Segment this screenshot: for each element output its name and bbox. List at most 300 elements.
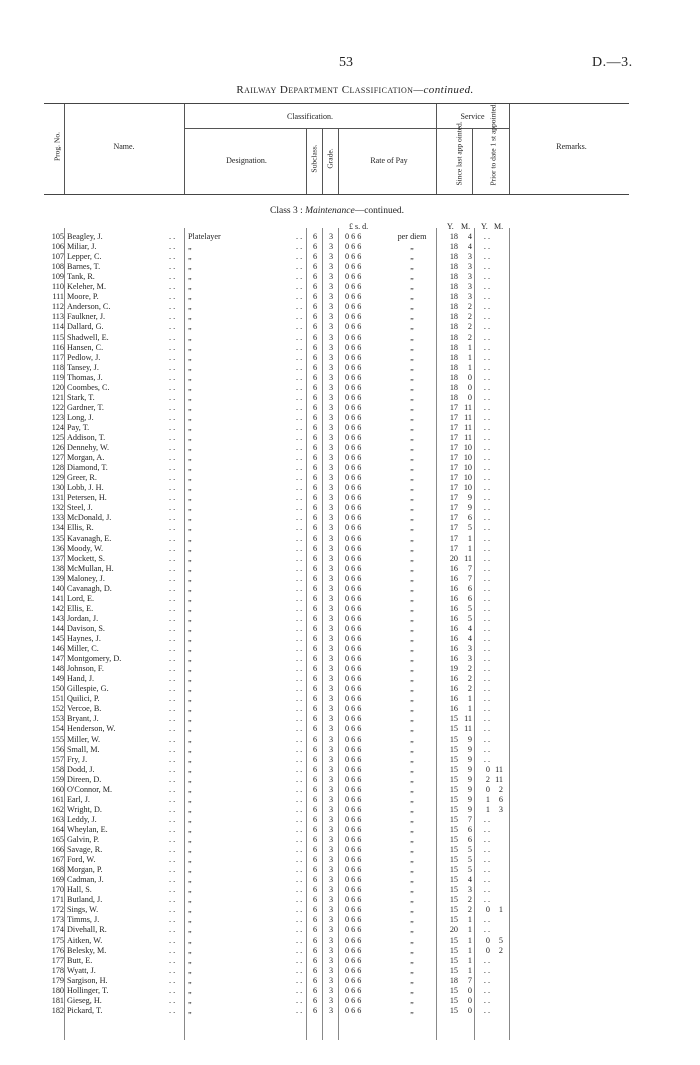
table-row (0, 654, 700, 663)
prior-years-cell: . . (483, 664, 490, 674)
table-row (0, 745, 700, 754)
prior-years-cell: 2 (485, 774, 490, 784)
leader-dots: . . (169, 915, 176, 925)
leader-dots: . . (296, 563, 303, 573)
leader-dots: . . (296, 593, 303, 603)
grade-cell: 3 (328, 433, 334, 442)
name-cell: Miller, C. (67, 644, 99, 654)
service-years-cell: 17 (449, 493, 458, 503)
table-row (0, 312, 700, 321)
grade-cell: 3 (328, 975, 334, 985)
table-row (0, 946, 700, 955)
prog-no-cell: 164 (51, 824, 64, 834)
service-months-cell: 11 (464, 724, 472, 734)
service-years-cell: 16 (449, 704, 458, 714)
rate-of-pay-cell: 0 6 6 (345, 714, 362, 724)
leader-dots: . . (169, 513, 176, 523)
leader-dots: . . (169, 422, 176, 432)
pay-unit-cell: „ (410, 634, 414, 643)
prior-years-cell: . . (483, 955, 490, 965)
leader-dots: . . (169, 734, 176, 744)
rate-of-pay-cell: 0 6 6 (345, 724, 362, 734)
designation-cell: Platelayer (188, 232, 221, 241)
leader-dots: . . (296, 402, 303, 412)
header-remarks: Remarks. (556, 142, 587, 151)
prog-no-cell: 133 (51, 513, 64, 523)
name-cell: Pay, T. (67, 422, 90, 432)
leader-dots: . . (169, 965, 176, 975)
service-years-cell: 15 (449, 1005, 458, 1015)
subclass-cell: 6 (312, 292, 318, 302)
leader-dots: . . (296, 513, 303, 523)
rate-of-pay-cell: 0 6 6 (345, 463, 362, 473)
header-classification: Classification. (287, 112, 333, 121)
prior-years-cell: . . (483, 513, 490, 523)
rate-of-pay-cell: 0 6 6 (345, 664, 362, 674)
subclass-cell: 6 (312, 664, 318, 674)
grade-cell: 3 (328, 845, 334, 855)
service-months-cell: 2 (467, 895, 472, 905)
leader-dots: . . (296, 463, 303, 473)
subclass-cell: 6 (312, 824, 318, 834)
prior-months-cell: 5 (498, 935, 503, 945)
service-months-cell: 11 (464, 412, 472, 422)
designation-cell: „ (188, 814, 192, 824)
name-cell: Pickard, T. (67, 1005, 103, 1015)
service-months-cell: 4 (467, 232, 472, 241)
name-cell: McMullan, H. (67, 563, 114, 573)
pay-unit-cell: „ (410, 453, 414, 463)
service-months-cell: 1 (467, 352, 472, 362)
designation-cell: „ (188, 402, 192, 412)
service-months-cell: 7 (467, 814, 472, 824)
leader-dots: . . (296, 694, 303, 704)
prog-no-cell: 148 (51, 664, 64, 674)
grade-cell: 3 (328, 865, 334, 875)
prog-no-cell: 140 (51, 583, 64, 593)
table-row (0, 815, 700, 824)
pay-unit-cell: „ (410, 302, 414, 312)
prior-years-cell: . . (483, 543, 490, 553)
service-months-cell: 3 (467, 272, 472, 282)
leader-dots: . . (169, 392, 176, 402)
grade-cell: 3 (328, 664, 334, 674)
prog-no-cell: 142 (51, 603, 64, 613)
name-cell: Addison, T. (67, 433, 106, 442)
prior-years-cell: . . (483, 242, 490, 252)
prog-no-cell: 114 (52, 322, 64, 332)
prior-years-cell: . . (483, 563, 490, 573)
table-row (0, 443, 700, 452)
rate-of-pay-cell: 0 6 6 (345, 292, 362, 302)
header-divider (509, 104, 510, 194)
leader-dots: . . (169, 332, 176, 342)
leader-dots: . . (296, 583, 303, 593)
rate-of-pay-cell: 0 6 6 (345, 684, 362, 694)
service-years-cell: 16 (449, 613, 458, 623)
service-years-cell: 15 (449, 915, 458, 925)
grade-cell: 3 (328, 935, 334, 945)
leader-dots: . . (296, 342, 303, 352)
leader-dots: . . (296, 1005, 303, 1015)
grade-cell: 3 (328, 513, 334, 523)
leader-dots: . . (169, 1005, 176, 1015)
service-years-cell: 18 (449, 382, 458, 392)
prior-months-cell: 11 (495, 774, 503, 784)
leader-dots: . . (169, 322, 176, 332)
leader-dots: . . (169, 714, 176, 724)
rate-of-pay-cell: 0 6 6 (345, 443, 362, 453)
prior-years-cell: . . (483, 272, 490, 282)
rate-of-pay-cell: 0 6 6 (345, 915, 362, 925)
leader-dots: . . (296, 412, 303, 422)
prog-no-cell: 166 (51, 845, 64, 855)
name-cell: Butt, E. (67, 955, 93, 965)
name-cell: Lord, E. (67, 593, 95, 603)
prior-years-cell: . . (483, 704, 490, 714)
designation-cell: „ (188, 885, 192, 895)
prog-no-cell: 152 (51, 704, 64, 714)
prior-years-cell: . . (483, 382, 490, 392)
prior-years-cell: . . (483, 392, 490, 402)
rate-of-pay-cell: 0 6 6 (345, 453, 362, 463)
name-cell: Ellis, E. (67, 603, 94, 613)
name-cell: Hollinger, T. (67, 985, 109, 995)
pay-unit-cell: „ (410, 925, 414, 935)
pay-unit-cell: „ (410, 945, 414, 955)
leader-dots: . . (169, 814, 176, 824)
name-cell: Ellis, R. (67, 523, 94, 533)
subclass-cell: 6 (312, 483, 318, 493)
prog-no-cell: 135 (51, 533, 64, 543)
pay-unit-cell: „ (410, 422, 414, 432)
designation-cell: „ (188, 674, 192, 684)
table-row (0, 905, 700, 914)
prior-years-cell: . . (483, 1005, 490, 1015)
name-cell: Sargison, H. (67, 975, 108, 985)
rate-of-pay-cell: 0 6 6 (345, 573, 362, 583)
designation-cell: „ (188, 754, 192, 764)
prog-no-cell: 111 (52, 292, 64, 302)
leader-dots: . . (169, 694, 176, 704)
prog-no-cell: 162 (51, 804, 64, 814)
leader-dots: . . (169, 794, 176, 804)
leader-dots: . . (169, 523, 176, 533)
prior-years-cell: . . (483, 634, 490, 643)
pay-unit-cell: „ (410, 824, 414, 834)
service-years-cell: 17 (449, 543, 458, 553)
designation-cell: „ (188, 925, 192, 935)
designation-cell: „ (188, 483, 192, 493)
service-months-cell: 2 (467, 312, 472, 322)
designation-cell: „ (188, 523, 192, 533)
subclass-cell: 6 (312, 332, 318, 342)
prog-no-cell: 180 (51, 985, 64, 995)
service-years-cell: 15 (449, 814, 458, 824)
grade-cell: 3 (328, 955, 334, 965)
leader-dots: . . (169, 804, 176, 814)
table-row (0, 363, 700, 372)
designation-cell: „ (188, 252, 192, 262)
rate-of-pay-cell: 0 6 6 (345, 704, 362, 714)
pay-unit-cell: „ (410, 965, 414, 975)
table-row (0, 795, 700, 804)
service-months-cell: 7 (467, 573, 472, 583)
subclass-cell: 6 (312, 473, 318, 483)
prog-no-cell: 130 (51, 483, 64, 493)
grade-cell: 3 (328, 262, 334, 272)
designation-cell: „ (188, 975, 192, 985)
service-months-cell: 2 (467, 664, 472, 674)
pay-unit-cell: „ (410, 955, 414, 965)
unit-y: Y. (447, 222, 454, 231)
service-months-cell: 9 (467, 764, 472, 774)
leader-dots: . . (296, 764, 303, 774)
name-cell: Lobb, J. H. (67, 483, 104, 493)
name-cell: Shadwell, E. (67, 332, 109, 342)
prog-no-cell: 112 (52, 302, 64, 312)
service-years-cell: 15 (449, 865, 458, 875)
subclass-cell: 6 (312, 724, 318, 734)
header-service: Service (460, 112, 485, 121)
pay-unit-cell: „ (410, 433, 414, 442)
leader-dots: . . (169, 875, 176, 885)
prior-years-cell: . . (483, 443, 490, 453)
name-cell: Cavanagh, D. (67, 583, 112, 593)
table-row (0, 523, 700, 532)
subclass-cell: 6 (312, 654, 318, 664)
leader-dots: . . (296, 985, 303, 995)
service-months-cell: 0 (467, 1005, 472, 1015)
subclass-cell: 6 (312, 644, 318, 654)
grade-cell: 3 (328, 654, 334, 664)
prior-years-cell: . . (483, 734, 490, 744)
pay-unit-cell: „ (410, 252, 414, 262)
prog-no-cell: 165 (51, 835, 64, 844)
leader-dots: . . (296, 895, 303, 905)
prog-no-cell: 120 (51, 382, 64, 392)
grade-cell: 3 (328, 483, 334, 493)
pay-unit-cell: „ (410, 593, 414, 603)
prior-years-cell: . . (483, 824, 490, 834)
table-row (0, 574, 700, 583)
leader-dots: . . (296, 533, 303, 543)
service-years-cell: 15 (449, 744, 458, 754)
pay-unit-cell: „ (410, 543, 414, 553)
prior-years-cell: . . (483, 402, 490, 412)
rate-of-pay-cell: 0 6 6 (345, 272, 362, 282)
service-years-cell: 18 (449, 352, 458, 362)
rate-of-pay-cell: 0 6 6 (345, 855, 362, 865)
rate-of-pay-cell: 0 6 6 (345, 563, 362, 573)
service-months-cell: 5 (467, 603, 472, 613)
designation-cell: „ (188, 382, 192, 392)
service-years-cell: 18 (449, 292, 458, 302)
grade-cell: 3 (328, 573, 334, 583)
leader-dots: . . (169, 704, 176, 714)
designation-cell: „ (188, 543, 192, 553)
designation-cell: „ (188, 352, 192, 362)
designation-cell: „ (188, 654, 192, 664)
service-months-cell: 9 (467, 744, 472, 754)
service-years-cell: 16 (449, 644, 458, 654)
service-months-cell: 6 (467, 824, 472, 834)
rate-of-pay-cell: 0 6 6 (345, 593, 362, 603)
designation-cell: „ (188, 623, 192, 633)
prog-no-cell: 105 (51, 232, 64, 241)
service-years-cell: 16 (449, 623, 458, 633)
table-row (0, 966, 700, 975)
rate-of-pay-cell: 0 6 6 (345, 865, 362, 875)
service-years-cell: 16 (449, 603, 458, 613)
designation-cell: „ (188, 362, 192, 372)
leader-dots: . . (296, 835, 303, 844)
pay-unit-cell: „ (410, 845, 414, 855)
name-cell: Bryant, J. (67, 714, 99, 724)
rate-of-pay-cell: 0 6 6 (345, 282, 362, 292)
service-months-cell: 4 (467, 634, 472, 643)
service-years-cell: 17 (449, 453, 458, 463)
table-row (0, 393, 700, 402)
prog-no-cell: 174 (51, 925, 64, 935)
prior-years-cell: . . (483, 694, 490, 704)
table-row (0, 614, 700, 623)
pay-unit-cell: „ (410, 382, 414, 392)
table-row (0, 865, 700, 874)
rate-of-pay-cell: 0 6 6 (345, 412, 362, 422)
subclass-cell: 6 (312, 583, 318, 593)
pay-unit-cell: „ (410, 473, 414, 483)
name-cell: Kavanagh, E. (67, 533, 112, 543)
designation-cell: „ (188, 533, 192, 543)
designation-cell: „ (188, 453, 192, 463)
name-cell: McDonald, J. (67, 513, 112, 523)
name-cell: Butland, J. (67, 895, 103, 905)
prog-no-cell: 147 (51, 654, 64, 664)
table-row (0, 624, 700, 633)
unit-pay: £ s. d. (349, 222, 369, 231)
rate-of-pay-cell: 0 6 6 (345, 804, 362, 814)
leader-dots: . . (169, 674, 176, 684)
leader-dots: . . (296, 875, 303, 885)
unit-y2: Y. (481, 222, 488, 231)
class-italic: Maintenance (305, 206, 355, 216)
leader-dots: . . (296, 674, 303, 684)
service-years-cell: 15 (449, 955, 458, 965)
service-months-cell: 11 (464, 433, 472, 442)
prior-years-cell: . . (483, 282, 490, 292)
pay-unit-cell: „ (410, 402, 414, 412)
subclass-cell: 6 (312, 623, 318, 633)
prior-years-cell: . . (483, 754, 490, 764)
service-months-cell: 4 (467, 875, 472, 885)
leader-dots: . . (169, 764, 176, 774)
table-row (0, 604, 700, 613)
table-row (0, 704, 700, 713)
service-years-cell: 15 (449, 734, 458, 744)
service-months-cell: 9 (467, 754, 472, 764)
leader-dots: . . (296, 392, 303, 402)
designation-cell: „ (188, 955, 192, 965)
grade-cell: 3 (328, 674, 334, 684)
name-cell: Timms, J. (67, 915, 100, 925)
rate-of-pay-cell: 0 6 6 (345, 794, 362, 804)
grade-cell: 3 (328, 925, 334, 935)
prior-years-cell: . . (483, 453, 490, 463)
subclass-cell: 6 (312, 955, 318, 965)
table-row (0, 383, 700, 392)
grade-cell: 3 (328, 533, 334, 543)
prior-years-cell: . . (483, 995, 490, 1005)
grade-cell: 3 (328, 814, 334, 824)
prior-years-cell: . . (483, 684, 490, 694)
prior-years-cell: . . (483, 975, 490, 985)
table-row (0, 534, 700, 543)
rate-of-pay-cell: 0 6 6 (345, 513, 362, 523)
pay-unit-cell: „ (410, 523, 414, 533)
grade-cell: 3 (328, 382, 334, 392)
service-months-cell: 9 (467, 794, 472, 804)
header-prog-no: Prog. No. (52, 132, 62, 161)
leader-dots: . . (169, 583, 176, 593)
header-divider (338, 128, 339, 194)
service-years-cell: 15 (449, 965, 458, 975)
pay-unit-cell: „ (410, 272, 414, 282)
leader-dots: . . (169, 262, 176, 272)
leader-dots: . . (169, 654, 176, 664)
designation-cell: „ (188, 513, 192, 523)
name-cell: Fry, J. (67, 754, 88, 764)
prog-no-cell: 181 (51, 995, 64, 1005)
leader-dots: . . (296, 634, 303, 643)
prog-no-cell: 119 (52, 372, 64, 382)
leader-dots: . . (169, 573, 176, 583)
leader-dots: . . (296, 804, 303, 814)
leader-dots: . . (169, 995, 176, 1005)
service-months-cell: 10 (463, 453, 472, 463)
rate-of-pay-cell: 0 6 6 (345, 302, 362, 312)
prior-years-cell: . . (483, 925, 490, 935)
prior-years-cell: . . (483, 332, 490, 342)
prog-no-cell: 109 (51, 272, 64, 282)
prog-no-cell: 126 (51, 443, 64, 453)
prior-years-cell: . . (483, 302, 490, 312)
grade-cell: 3 (328, 493, 334, 503)
service-years-cell: 18 (449, 342, 458, 352)
table-row (0, 483, 700, 492)
rate-of-pay-cell: 0 6 6 (345, 814, 362, 824)
designation-cell: „ (188, 322, 192, 332)
pay-unit-cell: „ (410, 332, 414, 342)
service-years-cell: 17 (449, 463, 458, 473)
service-years-cell: 16 (449, 684, 458, 694)
subclass-cell: 6 (312, 232, 318, 241)
leader-dots: . . (169, 372, 176, 382)
pay-unit-cell: „ (410, 342, 414, 352)
designation-cell: „ (188, 824, 192, 834)
pay-unit-cell: „ (410, 794, 414, 804)
service-months-cell: 9 (467, 493, 472, 503)
table-row (0, 493, 700, 502)
designation-cell: „ (188, 613, 192, 623)
leader-dots: . . (169, 352, 176, 362)
prog-no-cell: 153 (51, 714, 64, 724)
designation-cell: „ (188, 1005, 192, 1015)
prior-years-cell: . . (483, 422, 490, 432)
designation-cell: „ (188, 332, 192, 342)
designation-cell: „ (188, 463, 192, 473)
service-months-cell: 3 (467, 292, 472, 302)
